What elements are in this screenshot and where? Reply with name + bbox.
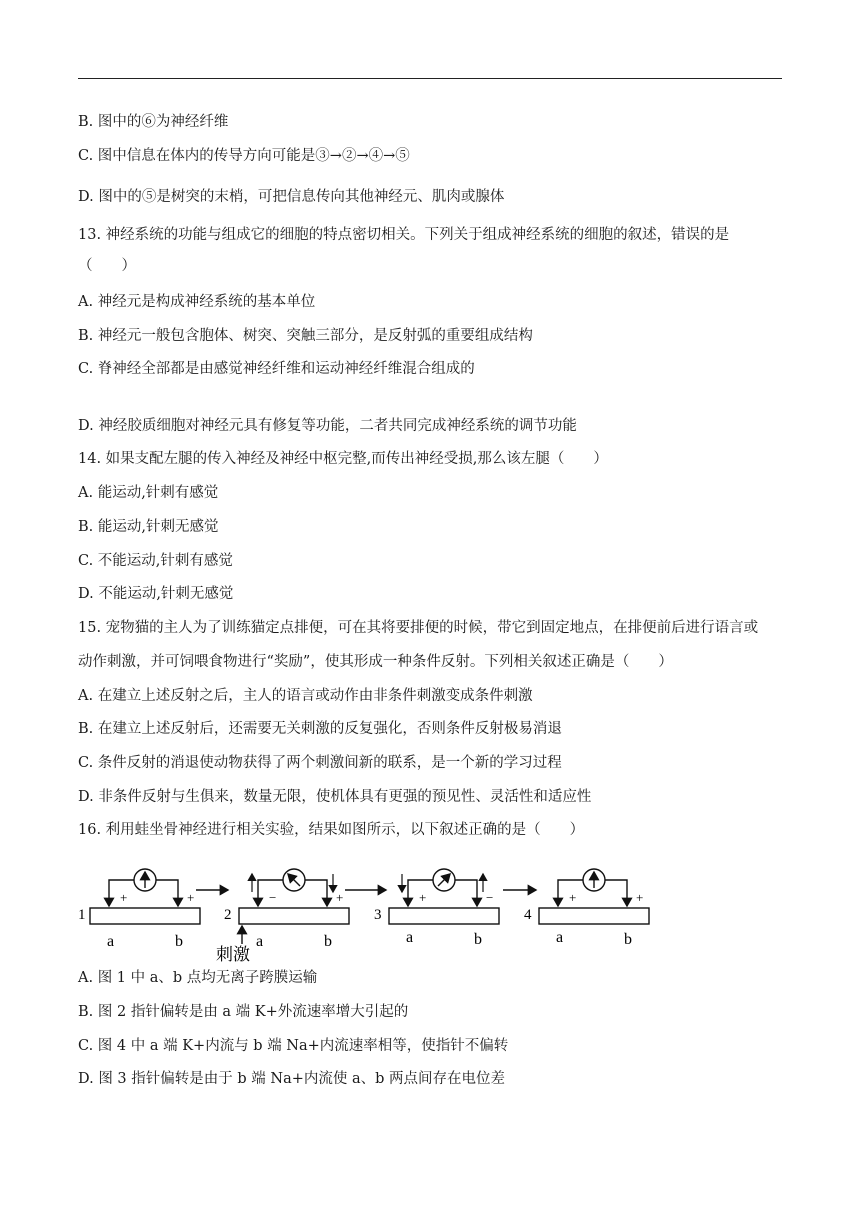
panel-1 <box>78 869 200 950</box>
electrode-b-4 <box>605 880 627 906</box>
q14-option-b: B. 能运动,针刺无感觉 <box>78 519 219 535</box>
q14-option-d: D. 不能运动,针刺无感觉 <box>78 586 234 602</box>
q15-option-b: B. 在建立上述反射后，还需要无关刺激的反复强化，否则条件反射极易消退 <box>78 721 562 737</box>
q15-option-a: A. 在建立上述反射之后，主人的语言或动作由非条件刺激变成条件刺激 <box>78 688 533 704</box>
nerve-fiber-3 <box>389 908 499 924</box>
q15-option-d: D. 非条件反射与生俱来，数量无限，使机体具有更强的预见性、灵活性和适应性 <box>78 789 592 805</box>
q16-option-a: A. 图 1 中 a、b 点均无离子跨膜运输 <box>78 970 318 986</box>
label-a-3: a <box>406 929 414 946</box>
sign-b-3: − <box>486 890 494 905</box>
panel-number-4: 4 <box>524 907 532 923</box>
sign-b-2: + <box>336 890 344 905</box>
q13-option-d: D. 神经胶质细胞对神经元具有修复等功能，二者共同完成神经系统的调节功能 <box>78 418 577 434</box>
panel-2 <box>216 869 349 962</box>
q15-stem-2: 动作刺激，并可饲喂食物进行“奖励”，使其形成一种条件反射。下列相关叙述正确是（ ） <box>78 654 673 670</box>
panel-3 <box>374 869 499 948</box>
sign-b-4: + <box>636 890 644 905</box>
label-a-2: a <box>256 933 264 950</box>
q13-option-c: C. 脊神经全部都是由感觉神经纤维和运动神经纤维混合组成的 <box>78 361 475 377</box>
label-b-2: b <box>324 933 332 950</box>
sign-b-1: + <box>187 890 195 905</box>
q14-option-c: C. 不能运动,针刺有感觉 <box>78 553 233 569</box>
q14-stem: 14. 如果支配左腿的传入神经及神经中枢完整,而传出神经受损,那么该左腿（ ） <box>78 451 608 467</box>
sign-a-3: + <box>419 890 427 905</box>
q16-stem: 16. 利用蛙坐骨神经进行相关实验，结果如图所示，以下叙述正确的是（ ） <box>78 822 585 838</box>
panel-number-1: 1 <box>78 907 86 923</box>
panel-number-2: 2 <box>224 907 232 923</box>
nerve-fiber-1 <box>90 908 200 924</box>
sign-a-2: − <box>269 890 277 905</box>
sign-a-1: + <box>120 890 128 905</box>
label-a-4: a <box>556 929 564 946</box>
q14-option-a: A. 能运动,针刺有感觉 <box>78 485 219 501</box>
panel-number-3: 3 <box>374 907 382 923</box>
sign-a-4: + <box>569 890 577 905</box>
electrode-b-3 <box>455 880 477 906</box>
label-a-1: a <box>107 933 115 950</box>
electrode-b-2 <box>305 880 327 906</box>
q12-option-b: B. 图中的⑥为神经纤维 <box>78 114 229 130</box>
q15-option-c: C. 条件反射的消退使动物获得了两个刺激间新的联系，是一个新的学习过程 <box>78 755 562 771</box>
q13-stem: 13. 神经系统的功能与组成它的细胞的特点密切相关。下列关于组成神经系统的细胞的叙述，错误的是 <box>78 227 730 243</box>
header-rule <box>78 78 782 79</box>
q13-option-a: A. 神经元是构成神经系统的基本单位 <box>78 294 316 310</box>
electrode-b-1 <box>156 880 178 906</box>
q12-option-c: C. 图中信息在体内的传导方向可能是③→②→④→⑤ <box>78 148 410 164</box>
q16-option-c: C. 图 4 中 a 端 K+内流与 b 端 Na+内流速率相等，使指针不偏转 <box>78 1038 509 1054</box>
nerve-experiment-figure <box>78 862 678 962</box>
q16-option-b: B. 图 2 指针偏转是由 a 端 K+外流速率增大引起的 <box>78 1004 409 1020</box>
label-b-3: b <box>474 931 482 948</box>
nerve-fiber-4 <box>539 908 649 924</box>
q16-option-d: D. 图 3 指针偏转是由于 b 端 Na+内流使 a、b 两点间存在电位差 <box>78 1071 506 1087</box>
q13-option-b: B. 神经元一般包含胞体、树突、突触三部分，是反射弧的重要组成结构 <box>78 328 533 344</box>
panel-4 <box>524 869 649 948</box>
label-b-4: b <box>624 931 632 948</box>
label-b-1: b <box>175 933 183 950</box>
nerve-fiber-2 <box>239 908 349 924</box>
stimulus-label: 刺激 <box>216 945 250 962</box>
q13-bracket: （ ） <box>78 258 136 274</box>
q12-option-d: D. 图中的⑤是树突的末梢，可把信息传向其他神经元、肌肉或腺体 <box>78 189 505 205</box>
q15-stem-1: 15. 宠物猫的主人为了训练猫定点排便，可在其将要排便的时候，带它到固定地点，在排便前后进行语言或 <box>78 620 759 636</box>
